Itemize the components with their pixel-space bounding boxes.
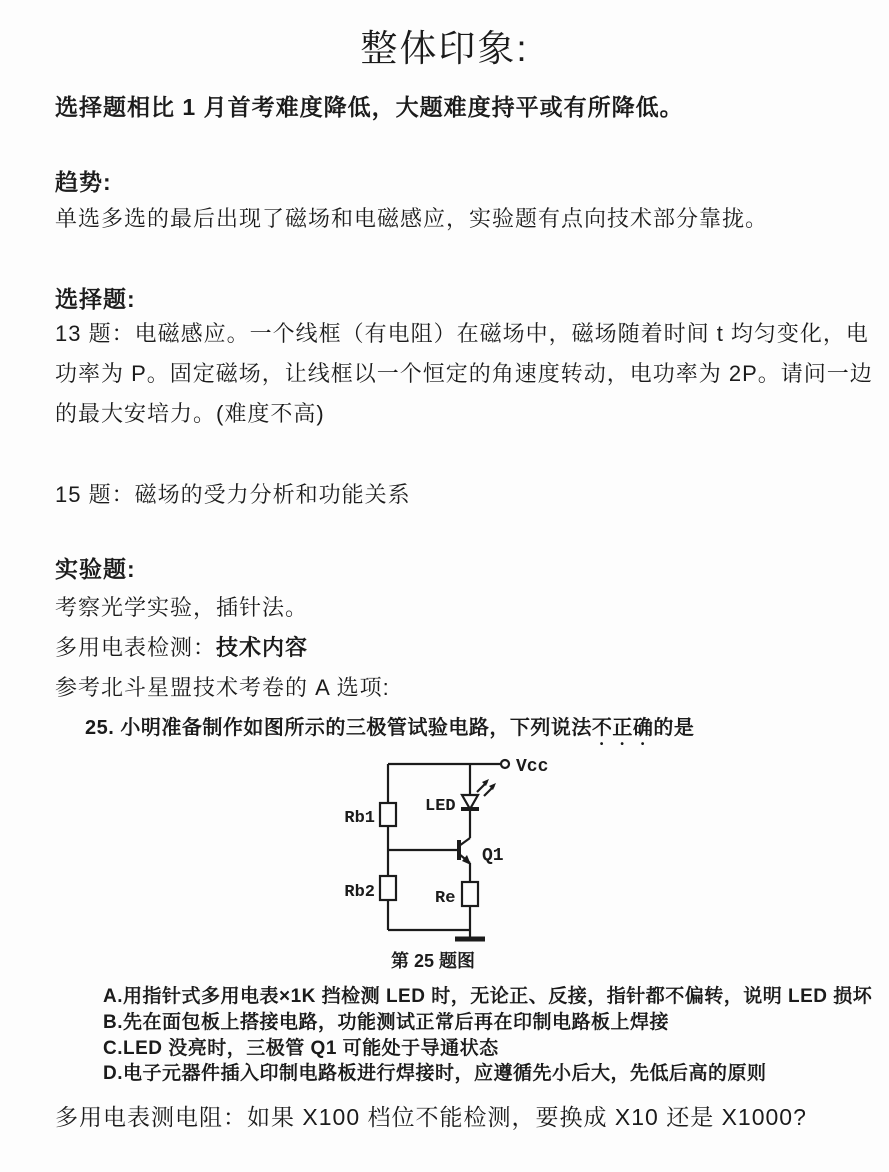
question25-option-d: D.电子元器件插入印制电路板进行焊接时，应遵循先小后大，先低后高的原则 bbox=[103, 1063, 767, 1084]
question25-stem-prefix: 25. 小明准备制作如图所示的三极管试验电路，下列说法 bbox=[85, 717, 592, 739]
re-label: Re bbox=[435, 889, 456, 908]
choice-questions-heading: 选择题: bbox=[55, 286, 136, 312]
question13-line2: 功率为 P。固定磁场，让线框以一个恒定的角速度转动，电功率为 2P。请问一边 bbox=[55, 361, 873, 386]
experiment-line2-prefix: 多用电表检测： bbox=[55, 635, 217, 660]
page-title: 整体印象: bbox=[360, 28, 529, 69]
resistor-re bbox=[462, 882, 478, 906]
resistor-rb2 bbox=[380, 876, 396, 900]
rb2-label: Rb2 bbox=[344, 883, 375, 902]
question25-stem-suffix: 的是 bbox=[653, 717, 695, 739]
question25-option-b: B.先在面包板上搭接电路，功能测试正常后再在印制电路板上焊接 bbox=[103, 1012, 670, 1033]
transistor-circuit-diagram bbox=[330, 748, 580, 980]
experiment-line1: 考察光学实验，插针法。 bbox=[55, 595, 309, 620]
question25-option-a: A.用指针式多用电表×1K 挡检测 LED 时，无论正、反接，指针都不偏转，说明 LED 损坏 bbox=[103, 986, 873, 1007]
experiment-heading: 实验题: bbox=[55, 556, 136, 582]
experiment-line2 bbox=[55, 634, 308, 662]
led-icon bbox=[462, 795, 478, 809]
question13-line3: 的最大安培力。(难度不高) bbox=[55, 401, 325, 426]
rb1-label: Rb1 bbox=[344, 809, 375, 828]
question13-line1: 13 题：电磁感应。一个线框（有电阻）在磁场中，磁场随着时间 t 均匀变化，电 bbox=[55, 321, 869, 346]
question25-option-c: C.LED 没亮时，三极管 Q1 可能处于导通状态 bbox=[103, 1038, 499, 1059]
summary-statement: 选择题相比 1 月首考难度降低，大题难度持平或有所降低。 bbox=[55, 94, 684, 120]
trend-body: 单选多选的最后出现了磁场和电磁感应，实验题有点向技术部分靠拢。 bbox=[55, 206, 769, 231]
resistor-rb1 bbox=[380, 803, 396, 826]
q1-label: Q1 bbox=[482, 846, 504, 866]
experiment-line3: 参考北斗星盟技术考卷的 A 选项: bbox=[55, 675, 390, 700]
experiment-line2-bold: 技术内容 bbox=[216, 635, 309, 660]
question15: 15 题：磁场的受力分析和功能关系 bbox=[55, 482, 411, 507]
led-label: LED bbox=[425, 797, 456, 816]
vcc-label: Vcc bbox=[516, 757, 549, 777]
question25-stem-emphasis: 不正确 bbox=[591, 717, 654, 739]
vcc-terminal bbox=[501, 760, 509, 768]
question25-stem bbox=[85, 716, 694, 750]
trend-heading: 趋势: bbox=[55, 169, 112, 195]
footer-question: 多用电表测电阻：如果 X100 档位不能检测，要换成 X10 还是 X1000? bbox=[55, 1104, 807, 1130]
figure-caption: 第 25 题图 bbox=[390, 951, 476, 971]
